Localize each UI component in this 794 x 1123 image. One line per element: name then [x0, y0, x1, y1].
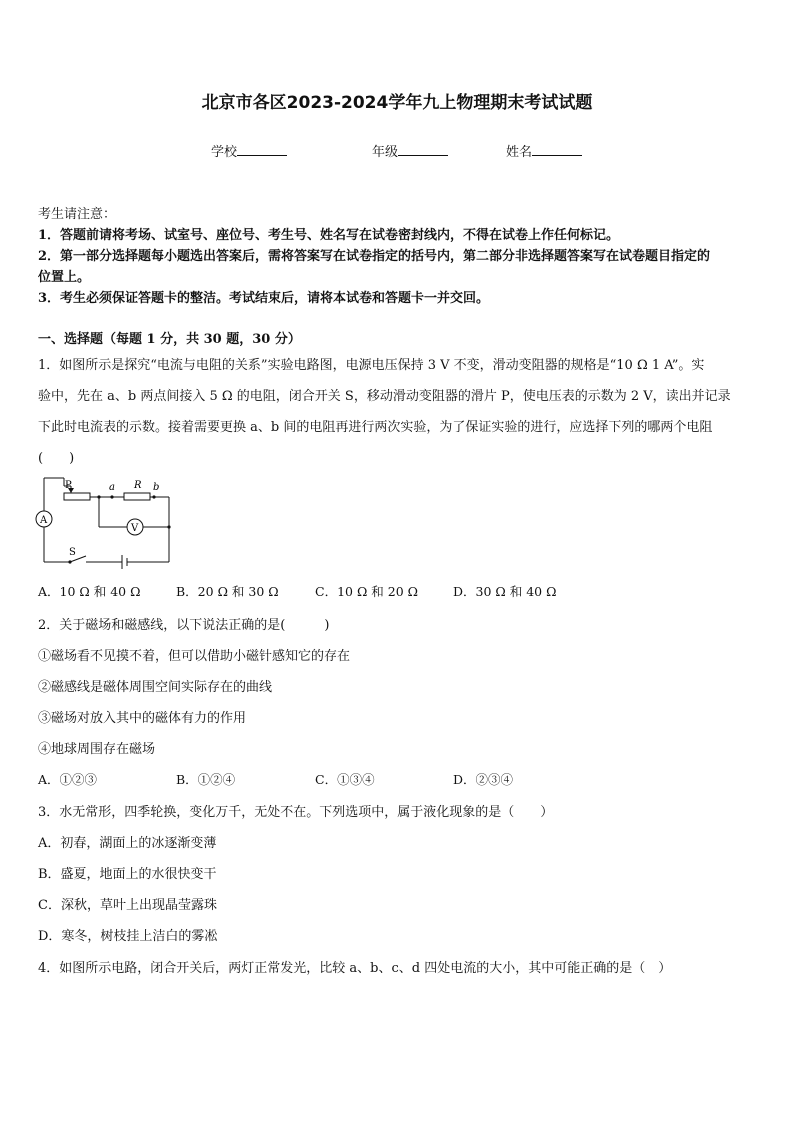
q3-option-a[interactable]: A．初春，湖面上的冰逐渐变薄 — [38, 836, 217, 851]
grade-field[interactable] — [372, 141, 448, 160]
q2-statement: ②磁感线是磁体周围空间实际存在的曲线 — [38, 680, 273, 695]
school-blank[interactable] — [237, 144, 287, 156]
name-field[interactable] — [506, 141, 582, 160]
grade-blank[interactable] — [398, 144, 448, 156]
q3-option-c[interactable]: C．深秋，草叶上出现晶莹露珠 — [38, 898, 217, 913]
notice-item: 位置上。 — [38, 270, 91, 285]
q1-line: 下此时电流表的示数。接着需要更换 a、b 间的电阻再进行两次实验，为了保证实验的进行，应选择下列的哪两个电阻 — [38, 420, 713, 435]
q2-statement: ①磁场看不见摸不着，但可以借助小磁针感知它的存在 — [38, 649, 351, 664]
q1-option-d[interactable]: D．30 Ω 和 40 Ω — [453, 584, 557, 599]
school-field[interactable] — [211, 141, 287, 160]
q4-stem: 4．如图所示电路，闭合开关后，两灯正常发光，比较 a、b、c、d 四处电流的大小，其中可能正确的是（ ） — [38, 961, 672, 976]
q3-option-b[interactable]: B．盛夏，地面上的水很快变干 — [38, 867, 217, 882]
label-b: b — [153, 482, 160, 493]
q3-stem: 3．水无常形，四季轮换，变化万千，无处不在。下列选项中，属于液化现象的是（ ） — [38, 805, 554, 820]
q1-line: 验中，先在 a、b 两点间接入 5 Ω 的电阻，闭合开关 S，移动滑动变阻器的滑片 P，使电压表的示数为 2 V，读出并记录 — [38, 389, 731, 404]
q2-stem: 2．关于磁场和磁感线，以下说法正确的是( ) — [38, 618, 330, 633]
voltmeter-label: V — [131, 523, 139, 534]
name-blank[interactable] — [532, 144, 582, 156]
notice-item: 2．第一部分选择题每小题选出答案后，需将答案写在试卷指定的括号内，第二部分非选择题答案写在试卷题目指定的 — [38, 249, 711, 264]
q2-option-d[interactable]: D．②③④ — [453, 772, 514, 787]
q2-statement: ③磁场对放入其中的磁体有力的作用 — [38, 711, 247, 726]
label-r: R — [134, 480, 142, 491]
circuit-diagram — [34, 474, 179, 574]
label-a: a — [109, 482, 115, 493]
school-label: 学校 — [211, 145, 238, 160]
ammeter-label: A — [40, 515, 48, 526]
notice-item: 3．考生必须保证答题卡的整洁。考试结束后，请将本试卷和答题卡一并交回。 — [38, 291, 490, 306]
q2-statement: ④地球周围存在磁场 — [38, 742, 156, 757]
notice-item: 1．答题前请将考场、试室号、座位号、考生号、姓名写在试卷密封线内，不得在试卷上作任何标记。 — [38, 228, 620, 243]
label-p: P — [65, 480, 72, 491]
page-title: 北京市各区2023-2024学年九上物理期末考试试题 — [201, 93, 593, 113]
name-label: 姓名 — [506, 145, 533, 160]
q1-line: ( ) — [38, 451, 75, 466]
switch-label: S — [69, 547, 76, 558]
q1-option-c[interactable]: C．10 Ω 和 20 Ω — [315, 584, 418, 599]
q3-option-d[interactable]: D．寒冬，树枝挂上洁白的雾凇 — [38, 929, 218, 944]
q1-line: 1．如图所示是探究“电流与电阻的关系”实验电路图，电源电压保持 3 V 不变，滑动变阻器的规格是“10 Ω 1 A”。实 — [38, 358, 705, 373]
grade-label: 年级 — [372, 145, 399, 160]
notice-heading: 考生请注意： — [38, 207, 117, 222]
section-heading: 一、选择题（每题 1 分，共 30 题，30 分） — [38, 332, 301, 347]
q1-option-b[interactable]: B．20 Ω 和 30 Ω — [176, 584, 279, 599]
q1-option-a[interactable]: A．10 Ω 和 40 Ω — [38, 584, 141, 599]
q2-option-a[interactable]: A．①②③ — [38, 772, 98, 787]
q2-option-b[interactable]: B．①②④ — [176, 772, 236, 787]
q2-option-c[interactable]: C．①③④ — [315, 772, 375, 787]
